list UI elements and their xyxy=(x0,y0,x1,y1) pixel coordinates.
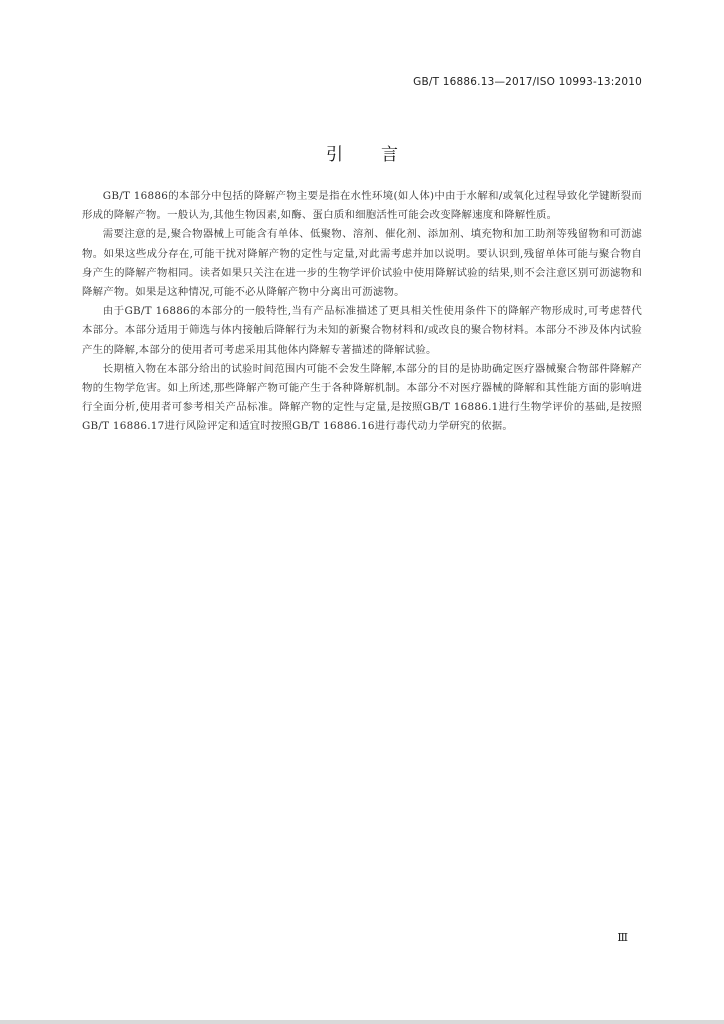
page-number: Ⅲ xyxy=(617,931,628,944)
page-bottom-divider xyxy=(0,1020,724,1024)
standard-number-header: GB/T 16886.13—2017/ISO 10993-13:2010 xyxy=(413,76,642,88)
introduction-body xyxy=(82,187,642,437)
paragraph-1: GB/T 16886的本部分中包括的降解产物主要是指在水性环境(如人体)中由于水解和/或氧化过程导致化学键断裂而形成的降解产物。一般认为,其他生物因素,如酶、蛋白质和细胞活性可能会改变降解速度和降解性质。 xyxy=(82,190,642,222)
paragraph-3: 由于GB/T 16886的本部分的一般特性,当有产品标准描述了更具相关性使用条件下的降解产物形成时,可考虑替代本部分。本部分适用于筛选与体内接触后降解行为未知的新聚合物材料和/或改良的聚合物材料。本部分不涉及体内试验产生的降解,本部分的使用者可考虑采用其他体内降解专著描述的降解试验。 xyxy=(82,305,642,356)
page-title: 引言 xyxy=(326,145,436,165)
paragraph-2: 需要注意的是,聚合物器械上可能含有单体、低聚物、溶剂、催化剂、添加剂、填充物和加工助剂等残留物和可沥滤物。如果这些成分存在,可能干扰对降解产物的定性与定量,对此需考虑并加以说明。要认识到,残留单体可能与聚合物自身产生的降解产物相同。读者如果只关注在进一步的生物学评价试验中使用降解试验的结果,则不会注意区别可沥滤物和降解产物。如果是这种情况,可能不必从降解产物中分离出可沥滤物。 xyxy=(82,228,642,299)
paragraph-4: 长期植入物在本部分给出的试验时间范围内可能不会发生降解,本部分的目的是协助确定医疗器械聚合物部件降解产物的生物学危害。如上所述,那些降解产物可能产生于各种降解机制。本部分不对医疗器械的降解和其性能方面的影响进行全面分析,使用者可参考相关产品标准。降解产物的定性与定量,是按照GB/T 16886.1进行生物学评价的基础,是按照GB/T 16886.17进行风险评定和适宜时按照GB/T 16886.16进行毒代动力学研究的依据。 xyxy=(82,362,642,433)
